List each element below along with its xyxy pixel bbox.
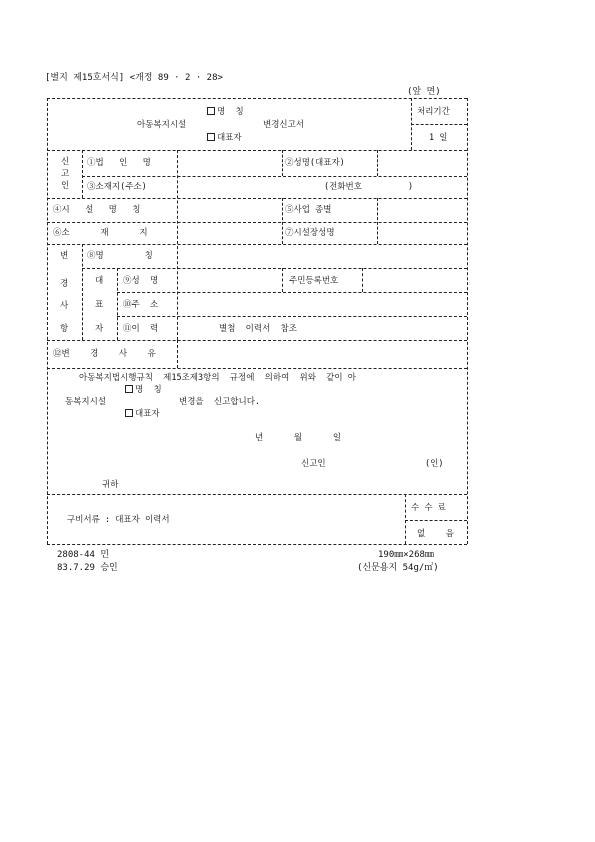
- statement-option-name: 명 칭: [125, 385, 162, 395]
- career-reference: 별첨 이력서 참조: [219, 324, 297, 334]
- applicant-char: 고: [61, 169, 70, 179]
- processing-period-label: 처리기간: [417, 107, 450, 117]
- checkbox-icon: [207, 133, 215, 141]
- seal-label: (인): [425, 459, 444, 469]
- date-line: 년 월 일: [255, 433, 342, 443]
- rep-char: 대: [95, 276, 104, 286]
- title-suffix: 변경신고서: [263, 120, 305, 130]
- addressee-label: 귀하: [102, 480, 119, 490]
- form-code: 2808-44 민: [57, 550, 110, 560]
- reason-label: ⑫변 경 사 유: [53, 349, 156, 359]
- report-form: [47, 98, 467, 539]
- paper-type: (신문용지 54g/㎡): [357, 563, 439, 573]
- page-side-label: (앞 면): [407, 87, 441, 97]
- fee-label: 수 수 료: [411, 503, 446, 513]
- reporter-label: 신고인: [301, 459, 326, 469]
- rep-name-change-label: ⑨성 명: [123, 276, 159, 286]
- statement-line1: 아동복지법시행규칙 제15조제3항의 규정에 의하여 위와 같이 아: [79, 373, 356, 383]
- approval-date: 83.7.29 승인: [57, 563, 118, 573]
- fee-value: 없 음: [417, 529, 454, 539]
- changes-group-char: 항: [60, 324, 69, 334]
- statement-option-rep: 대표자: [125, 409, 160, 419]
- rep-char: 표: [95, 300, 104, 310]
- address-label: ③소재지(주소): [87, 182, 147, 192]
- phone-label: (전화번호 ): [324, 182, 414, 192]
- checkbox-icon: [207, 107, 215, 115]
- changes-group-char: 경: [60, 279, 69, 289]
- checkbox-icon: [125, 385, 133, 393]
- title-option-rep: 대표자: [207, 133, 242, 143]
- title-option-name: 명 칭: [207, 107, 244, 117]
- checkbox-icon: [125, 409, 133, 417]
- resident-number-label: 주민등록번호: [289, 276, 339, 286]
- statement-line2-pre: 동복지시설: [65, 397, 107, 407]
- title-facility: 아동복지시설: [137, 120, 187, 130]
- rep-char: 자: [95, 324, 104, 334]
- statement-line2-post: 변경을 신고합니다.: [179, 397, 261, 407]
- rep-name-label: ②성명(대표자): [285, 158, 345, 168]
- changed-name-label: ⑧명 칭: [87, 251, 153, 261]
- changes-group-char: 사: [60, 301, 69, 311]
- business-type-label: ⑤사업 종별: [285, 205, 332, 215]
- facility-name-label: ④시 설 명 칭: [53, 205, 141, 215]
- processing-period-value: 1 일: [429, 133, 448, 143]
- location-label: ⑥소 재 지: [53, 228, 148, 238]
- applicant-char: 신: [61, 157, 70, 167]
- corp-name-label: ①법 인 명: [87, 158, 151, 168]
- director-name-label: ⑦시설장성명: [285, 228, 335, 238]
- applicant-char: 인: [61, 181, 70, 191]
- changes-group-char: 변: [60, 251, 69, 261]
- required-docs: 구비서류 : 대표자 이력서: [67, 515, 170, 525]
- form-id: [별지 제15호서식] <개정 89 · 2 · 28>: [45, 73, 223, 83]
- paper-size: 190㎜×268㎜: [378, 550, 434, 560]
- rep-address-label: ⑩주 소: [123, 300, 159, 310]
- rep-career-label: ⑪이 력: [123, 324, 159, 334]
